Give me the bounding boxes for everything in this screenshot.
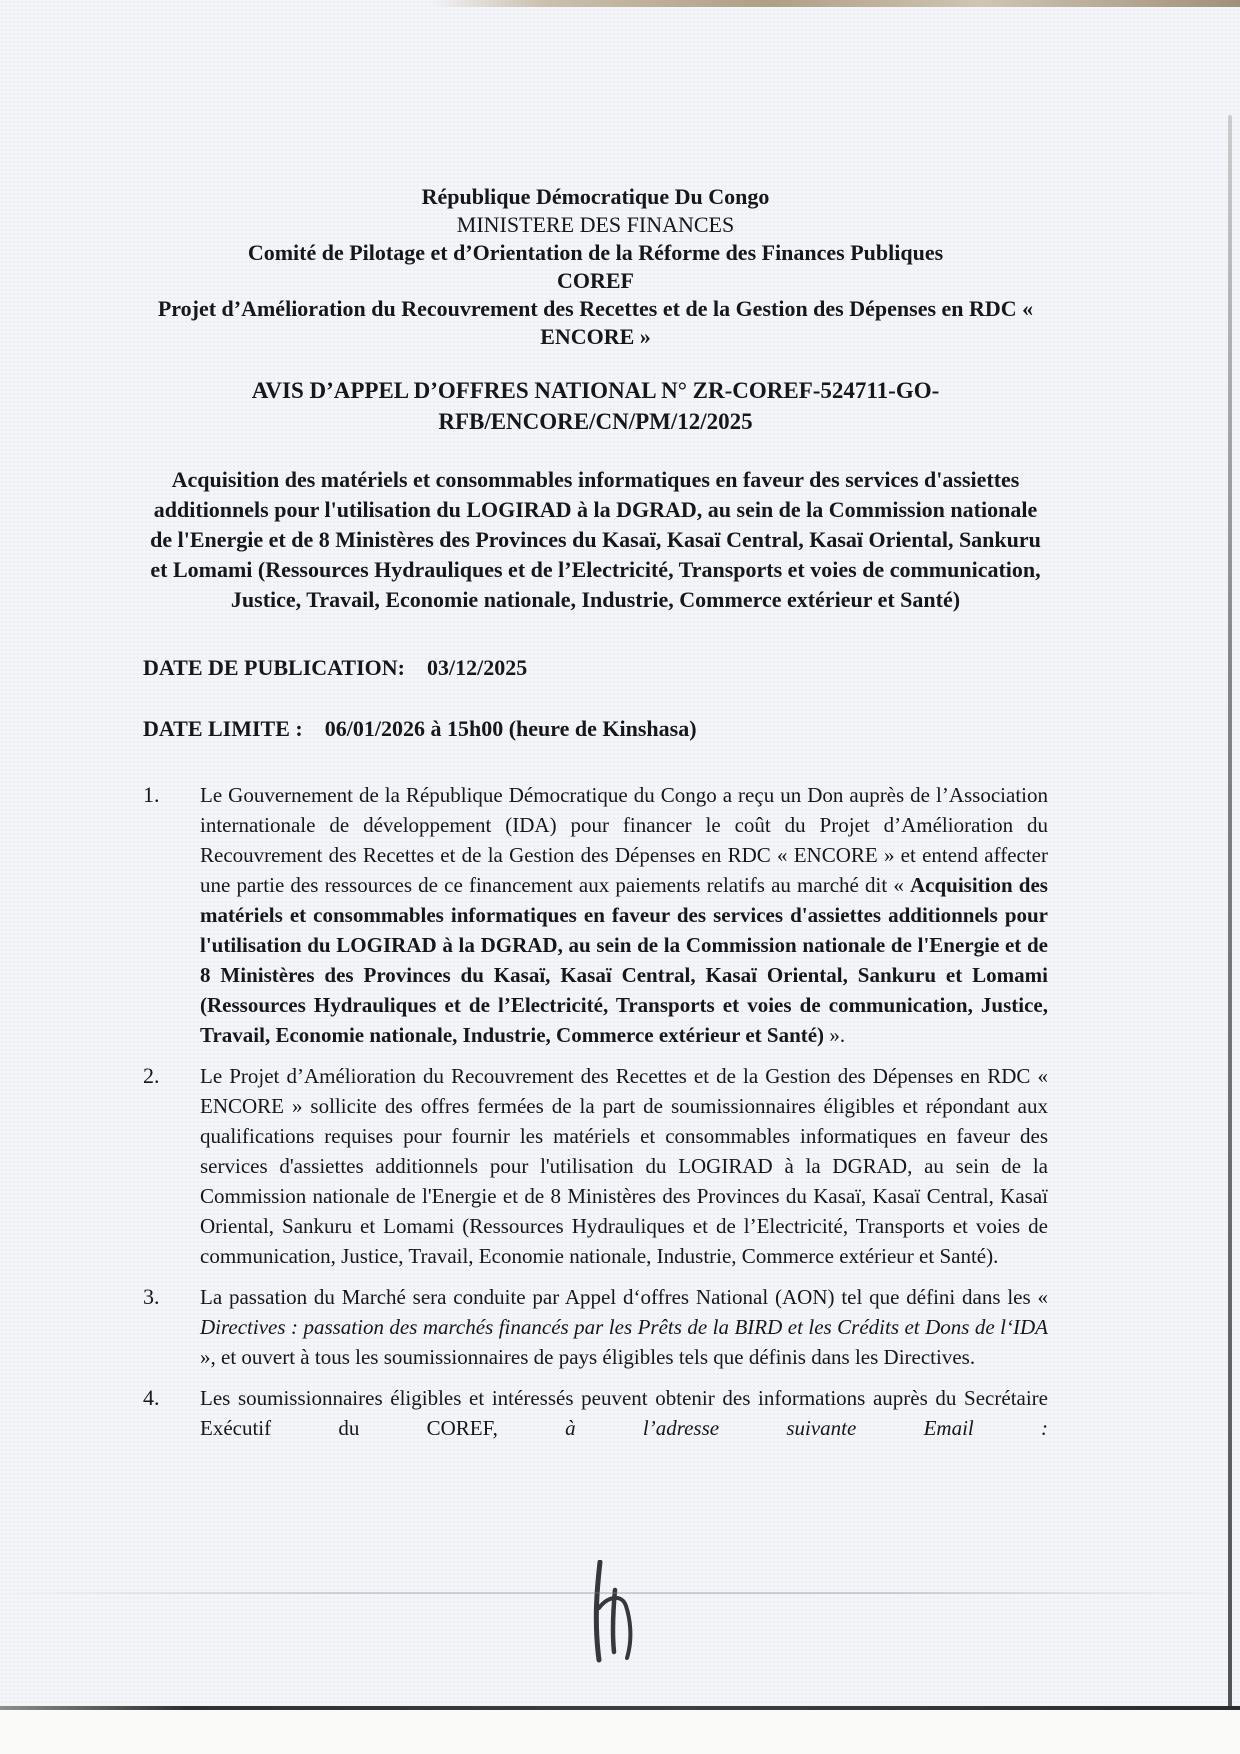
notice-title — [143, 375, 1048, 437]
publication-date-value: 03/12/2025 — [427, 655, 528, 680]
item-text-bold: Acquisition des matériels et consommables informatiques en faveur des services d'assiettes additionnels pour l'utilisation du LOGIRAD à la DGRAD, au sein de la Commission nationale de l'Energie et de 8 Ministères des Provinces du Kasaï, Kasaï Central, Kasaï Oriental, Sankuru et Lomami (Ressources Hydrauliques et de l’Electricité, Transports et voies de communication, Justice, Travail, Economie nationale, Industrie, Commerce extérieur et Santé) — [200, 873, 1048, 1047]
item-text — [200, 780, 1048, 1050]
item-text-lead: La passation du Marché sera conduite par Appel d‘offres National (AON) tel que défini dans les « — [200, 1285, 1048, 1309]
deadline-value: 06/01/2026 à 15h00 (heure de Kinshasa) — [324, 716, 697, 741]
list-item — [143, 780, 1048, 1050]
numbered-list — [143, 780, 1048, 1443]
scanner-background-strip — [430, 0, 1240, 7]
list-item — [143, 1383, 1048, 1443]
item-text-lead: Le Gouvernement de la République Démocratique du Congo a reçu un Don auprès de l’Association internationale de développement (IDA) pour financer le coût du Projet d’Amélioration du Recouvrement des Recettes et de la Gestion des Dépenses en RDC « ENCORE » et entend affecter une partie des ressources de ce financement aux paiements relatifs au marché dit « — [200, 783, 1048, 897]
notice-title-line1: AVIS D’APPEL D’OFFRES NATIONAL N° ZR-COREF-524711-GO- — [251, 378, 940, 403]
list-item — [143, 1282, 1048, 1372]
header-acronym: COREF — [557, 268, 634, 293]
item-text-lead: Le Projet d’Amélioration du Recouvrement des Recettes et de la Gestion des Dépenses en RDC « ENCORE » sollicite des offres fermées de la part de soumissionnaires éligibles et répondant aux qualifications requises pour fournir les matériels et consommables informatiques en faveur des services d'assiettes additionnels pour l'utilisation du LOGIRAD à la DGRAD, au sein de la Commission nationale de l'Energie et de 8 Ministères des Provinces du Kasaï, Kasaï Central, Kasaï Oriental, Sankuru et Lomami (Ressources Hydrauliques et de l’Electricité, Transports et voies de communication, Justice, Travail, Economie nationale, Industrie, Commerce extérieur et Santé). — [200, 1064, 1048, 1268]
publication-date-line — [143, 653, 1048, 683]
header-country: République Démocratique Du Congo — [421, 184, 770, 209]
header-ministry: MINISTERE DES FINANCES — [456, 212, 735, 237]
list-item — [143, 1061, 1048, 1271]
item-text-tail: ». — [824, 1023, 846, 1047]
deadline-date-line — [143, 714, 1048, 744]
item-text — [200, 1383, 1048, 1443]
deadline-label: DATE LIMITE : — [143, 716, 303, 741]
item-number: 4. — [143, 1385, 160, 1410]
header-committee: Comité de Pilotage et d’Orientation de la Réforme des Finances Publiques — [247, 240, 944, 265]
item-text-tail: », et ouvert à tous les soumissionnaires de pays éligibles tels que définis dans les Directives. — [200, 1345, 976, 1369]
item-text-italic: à l’adresse suivante Email : — [565, 1416, 1048, 1440]
item-text — [200, 1282, 1048, 1372]
document-header — [143, 183, 1048, 351]
item-number: 1. — [143, 782, 160, 807]
handwritten-initials-mark — [572, 1560, 656, 1664]
publication-date-label: DATE DE PUBLICATION: — [143, 655, 405, 680]
notice-title-line2: RFB/ENCORE/CN/PM/12/2025 — [438, 409, 753, 434]
item-text-italic: Directives : passation des marchés financés par les Prêts de la BIRD et les Crédits et Dons de l‘IDA — [200, 1315, 1048, 1339]
item-text-lead: Les soumissionnaires éligibles et intéressés peuvent obtenir des informations auprès du Secrétaire Exécutif du COREF, — [200, 1386, 1048, 1440]
page-right-edge-shadow — [1228, 115, 1232, 1707]
underlying-sheet — [0, 1710, 1240, 1754]
paper-crease-line — [0, 1592, 1240, 1594]
notice-subject: Acquisition des matériels et consommables informatiques en faveur des services d'assiettes additionnels pour l'utilisation du LOGIRAD à la DGRAD, au sein de la Commission nationale de l'Energie et de 8 Ministères des Provinces du Kasaï, Kasaï Central, Kasaï Oriental, Sankuru et Lomami (Ressources Hydrauliques et de l’Electricité, Transports et voies de communication, Justice, Travail, Economie nationale, Industrie, Commerce extérieur et Santé) — [150, 467, 1041, 612]
document-content — [143, 183, 1048, 1454]
header-project: Projet d’Amélioration du Recouvrement des Recettes et de la Gestion des Dépenses en RDC « ENCORE » — [157, 296, 1034, 349]
item-number: 3. — [143, 1284, 160, 1309]
item-number: 2. — [143, 1063, 160, 1088]
item-text — [200, 1061, 1048, 1271]
